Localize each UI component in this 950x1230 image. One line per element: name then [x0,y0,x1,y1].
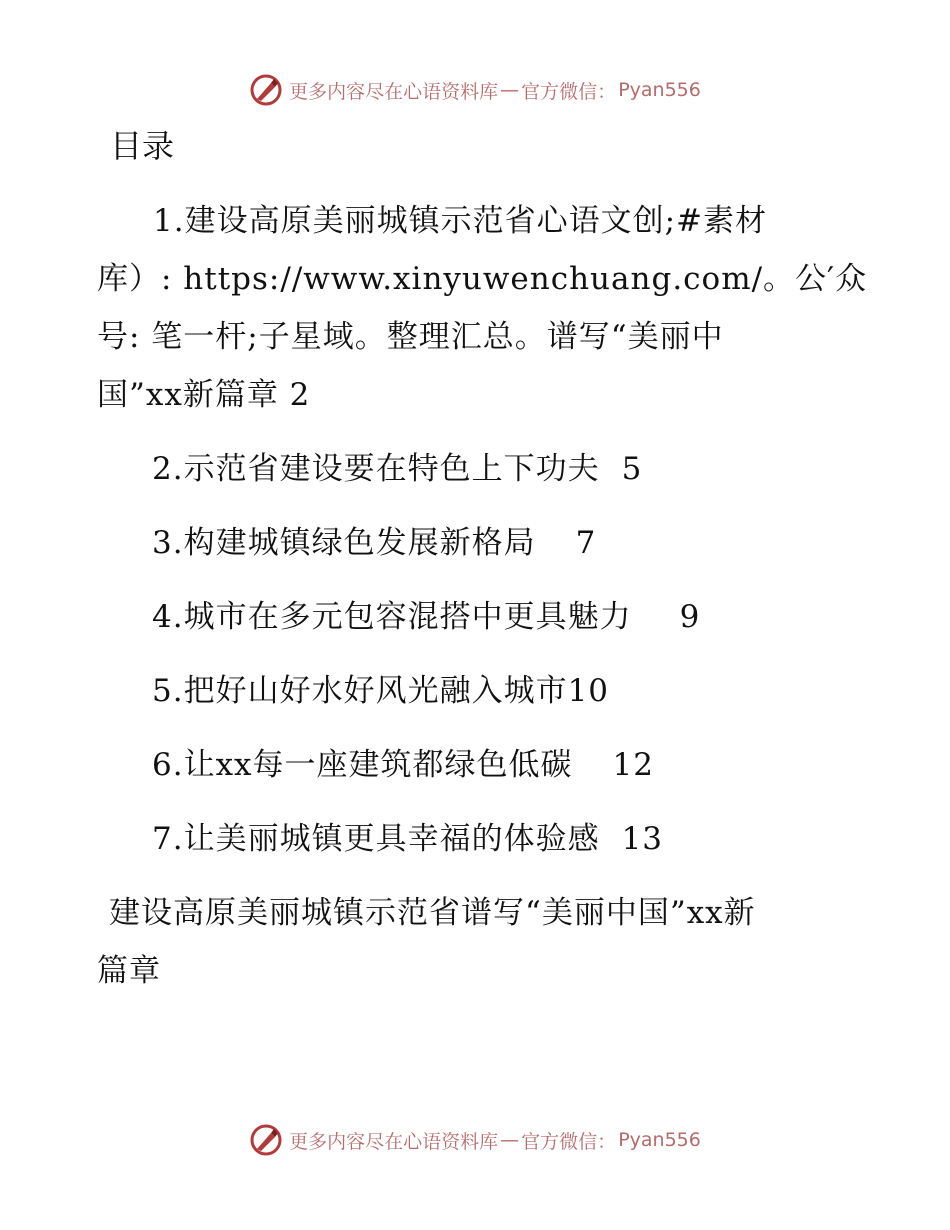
toc-item-page: 9 [679,599,701,635]
toc-item-6[interactable] [152,736,654,794]
toc-item-7[interactable] [152,810,663,868]
pen-logo-icon [249,73,283,107]
toc-item-page: 5 [621,451,643,487]
toc-item-1-line: 号: 笔一杆;子星域。整理汇总。谱写“美丽中 [97,319,724,355]
toc-item-page: 13 [621,821,664,857]
footer-watermark [0,1120,950,1160]
toc-item-label: 2.示范省建设要在特色上下功夫 [152,451,600,487]
toc-item-1-line: 1.建设高原美丽城镇示范省心语文创;#素材 [153,203,767,239]
toc-title: 目录 [110,127,175,165]
watermark-wechat-label: 官方微信： [521,80,617,103]
toc-item-label: 3.构建城镇绿色发展新格局 [152,525,536,561]
toc-item-page: 10 [567,673,610,709]
header-watermark [0,70,950,110]
toc-item-page: 12 [612,747,654,783]
watermark-account: Pyan556 [618,1129,701,1151]
pen-logo-icon [249,1123,283,1157]
toc-item-label: 6.让xx每一座建筑都绿色低碳 [152,747,573,783]
article-heading-line: 篇章 [97,953,161,989]
toc-item-page: 7 [575,525,597,561]
watermark-account: Pyan556 [618,79,701,101]
toc-item-4[interactable] [152,588,700,646]
watermark-slogan: 更多内容尽在心语资料库 [289,1130,499,1153]
toc-item-3[interactable] [152,514,596,572]
article-heading [97,884,857,1000]
watermark-separator: — [500,1129,520,1151]
toc-item-2[interactable] [152,440,642,498]
toc-item-label: 5.把好山好水好风光融入城市 [152,673,568,709]
toc-item-label: 4.城市在多元包容混搭中更具魅力 [152,599,632,635]
watermark-slogan: 更多内容尽在心语资料库 [289,80,499,103]
toc-item-5[interactable] [152,662,609,720]
article-heading-line: 建设高原美丽城镇示范省谱写“美丽中国”xx新 [109,895,756,931]
toc-item-1-line: 国”xx新篇章 2 [97,377,311,413]
toc-item-1[interactable] [97,192,868,424]
toc-item-label: 7.让美丽城镇更具幸福的体验感 [152,821,600,857]
watermark-separator: — [500,79,520,101]
watermark-wechat-label: 官方微信： [521,1130,617,1153]
toc-item-1-line: 库）: https://www.xinyuwenchuang.com/。公′众 [97,261,868,297]
